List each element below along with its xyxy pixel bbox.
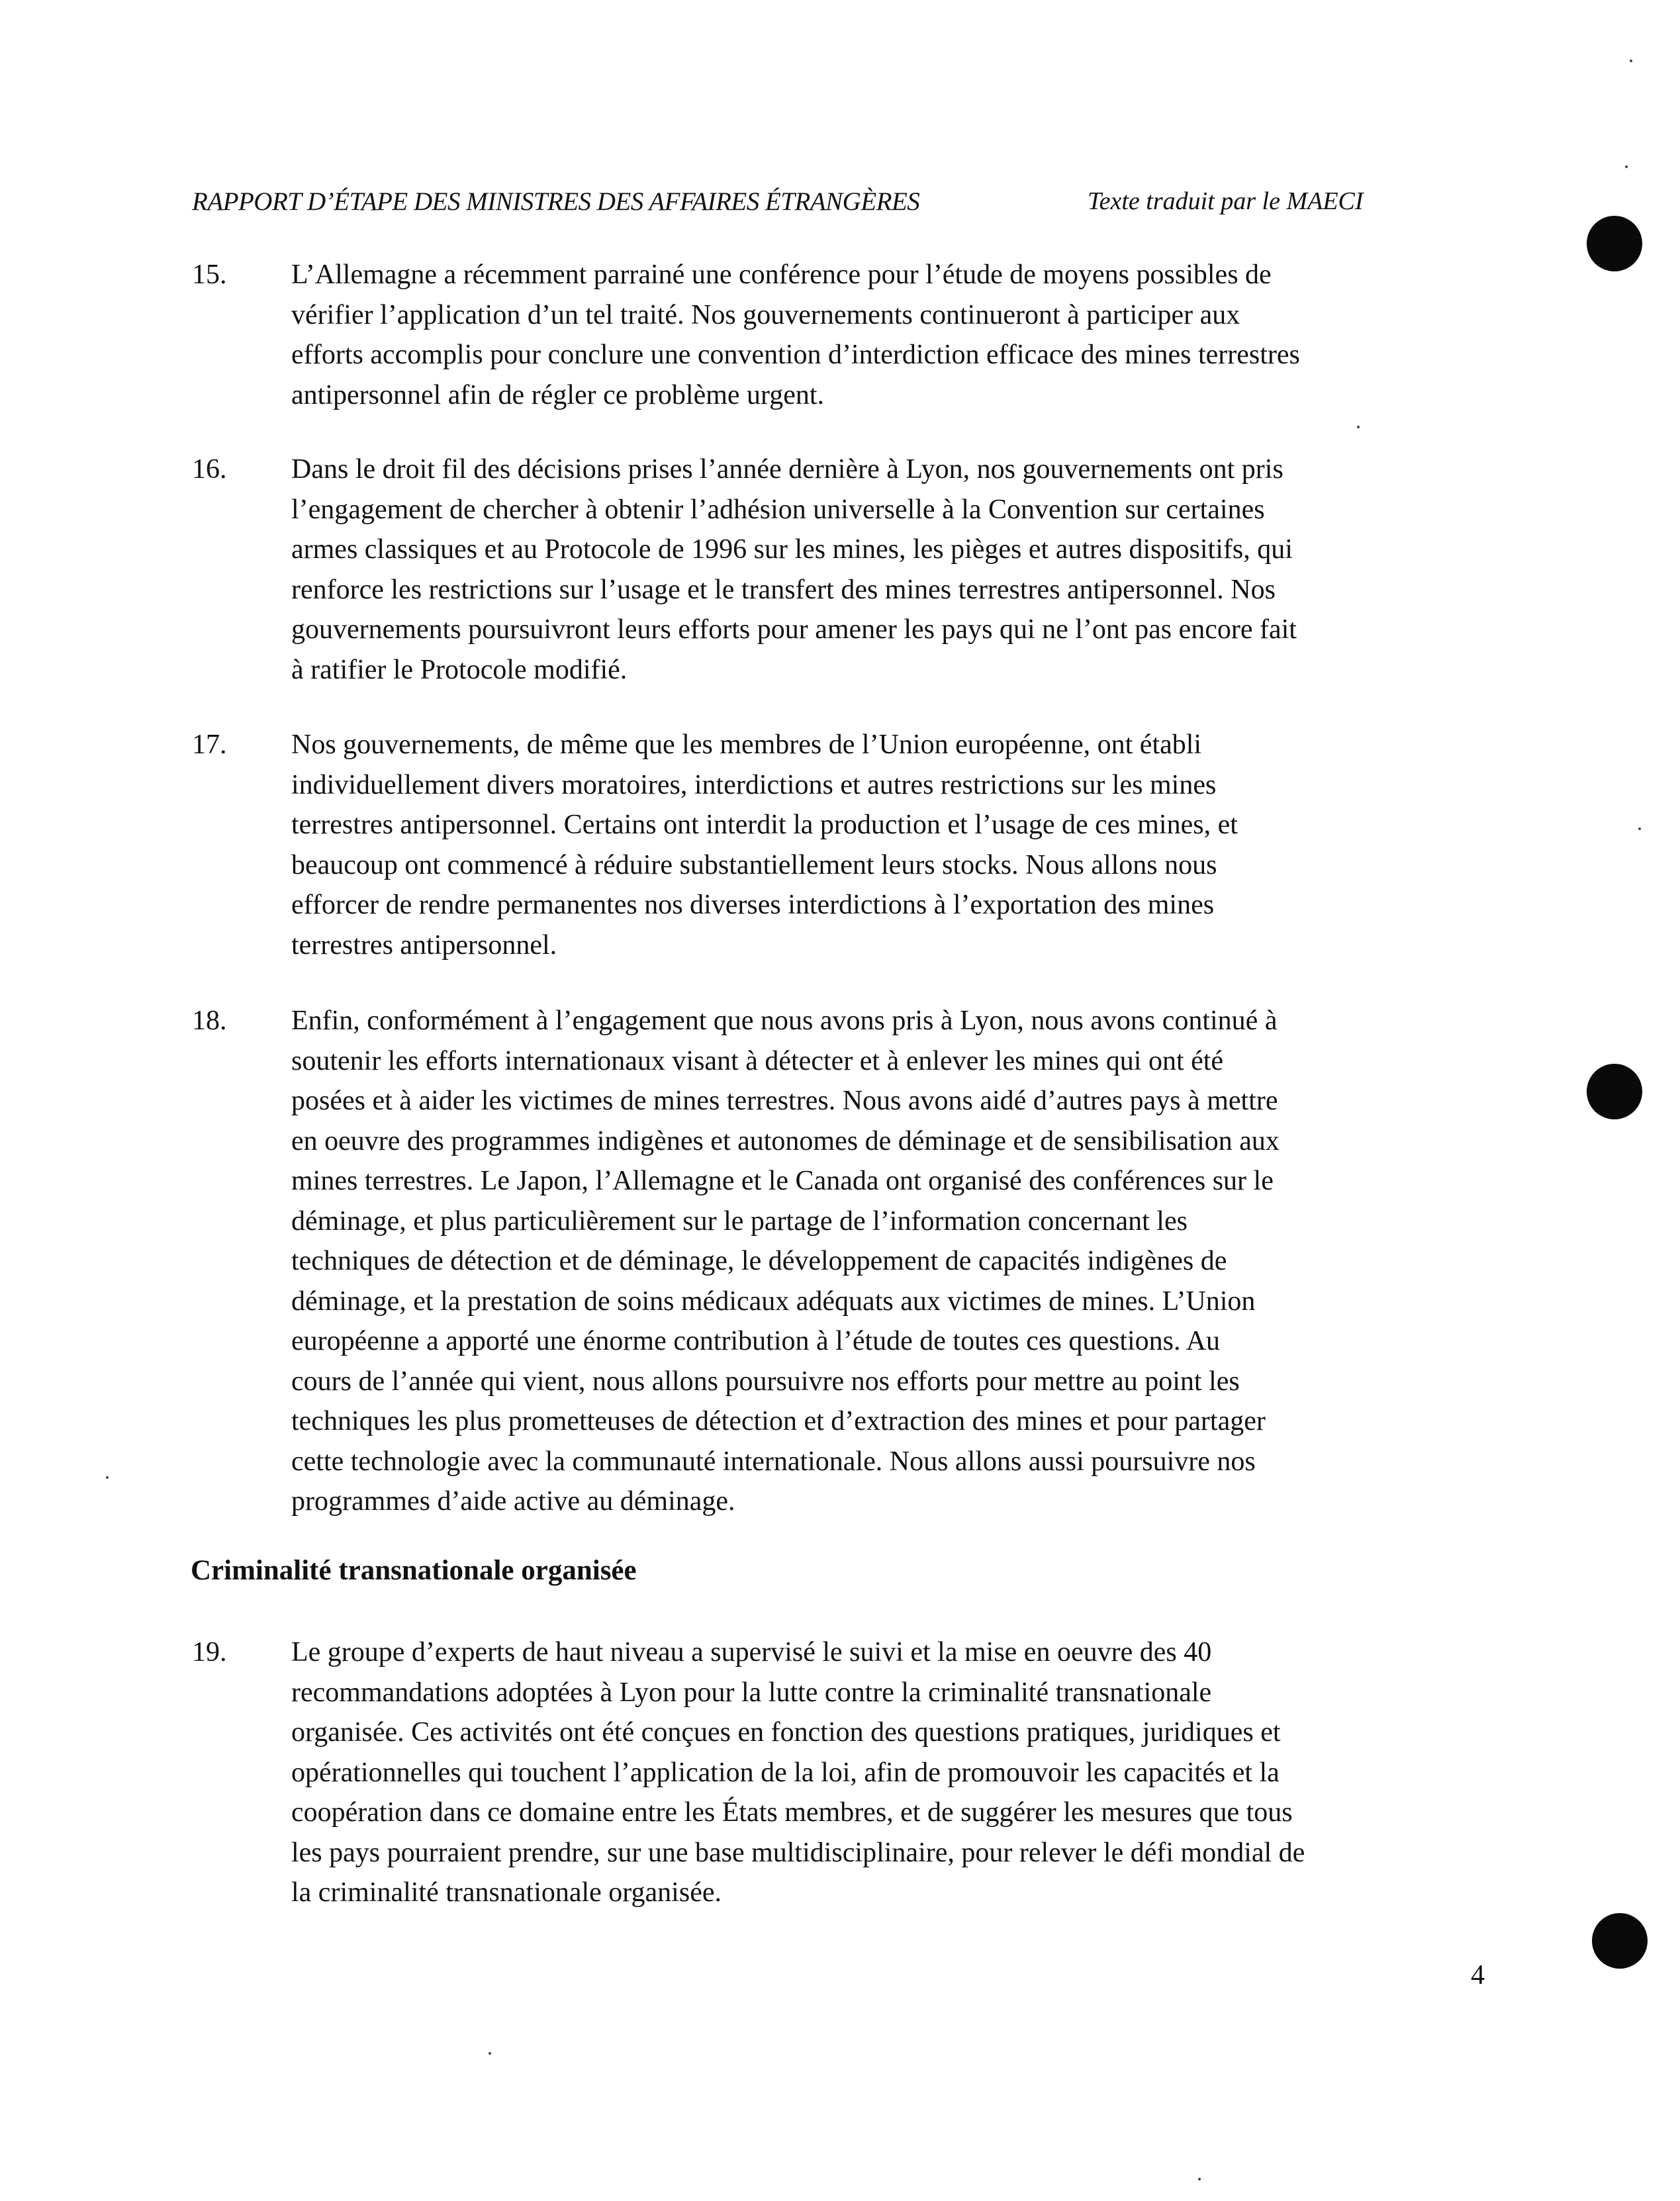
page-number: 4	[1471, 1960, 1485, 1990]
paragraph-number: 16.	[192, 454, 227, 485]
paragraph-number: 15.	[192, 259, 227, 290]
running-header-title: RAPPORT D’ÉTAPE DES MINISTRES DES AFFAIRES ÉTRANGÈRES	[192, 187, 920, 216]
paragraph-number: 19.	[192, 1637, 227, 1667]
paragraph-text: Nos gouvernements, de même que les membres de l’Union européenne, ont établi individuellement divers moratoires, interdictions et autres restrictions sur les mines terrestres antipersonnel. Certains ont interdit la production et l’usage de ces mines, et beaucoup ont commencé à réduire substantiellement leurs stocks. Nous allons nous efforcer de rendre permanentes nos diverses interdictions à l’exportation des mines terrestres antipersonnel.	[291, 729, 1238, 960]
scan-speck	[106, 1476, 109, 1479]
scan-speck	[1625, 165, 1628, 168]
scan-speck	[1198, 2178, 1201, 2180]
paragraph-text: Enfin, conformément à l’engagement que nous avons pris à Lyon, nous avons continué à soutenir les efforts internationaux visant à détecter et à enlever les mines qui ont été posées et à aider les victimes de mines terrestres. Nous avons aidé d’autres pays à mettre en oeuvre des programmes indigènes et autonomes de déminage et de sensibilisation aux mines terrestres. Le Japon, l’Allemagne et le Canada ont organisé des conférences sur le déminage, et plus particulièrement sur le partage de l’information concernant les techniques de détection et de déminage, le développement de capacités indigènes de déminage, et la prestation de soins médicaux adéquats aux victimes de mines. L’Union européenne a apporté une énorme contribution à l’étude de toutes ces questions. Au cours de l’année qui vient, nous allons poursuivre nos efforts pour mettre au point les techniques les plus prometteuses de détection et d’extraction des mines et pour partager cette technologie avec la communauté internationale. Nous allons aussi poursuivre nos programmes d’aide active au déminage.	[291, 1006, 1280, 1517]
paragraph-text: Le groupe d’experts de haut niveau a supervisé le suivi et la mise en oeuvre des 40 recommandations adoptées à Lyon pour la lutte contre la criminalité transnationale organisée. Ces activités ont été conçues en fonction des questions pratiques, juridiques et opérationnelles qui touchent l’application de la loi, afin de promouvoir les capacités et la coopération dans ce domaine entre les États membres, et de suggérer les mesures que tous les pays pourraient prendre, sur une base multidisciplinaire, pour relever le défi mondial de la criminalité transnationale organisée.	[291, 1637, 1305, 1908]
scan-speck	[1630, 60, 1632, 62]
paragraph-number: 18.	[192, 1006, 227, 1036]
punch-hole-bottom	[1592, 1913, 1648, 1969]
running-header-translation-note: Texte traduit par le MAECI	[1088, 187, 1364, 215]
paragraph-number: 17.	[192, 729, 227, 760]
punch-hole-middle	[1587, 1064, 1642, 1119]
section-heading: Criminalité transnationale organisée	[191, 1555, 637, 1586]
paragraph-text: Dans le droit fil des décisions prises l’année dernière à Lyon, nos gouvernements ont pris l’engagement de chercher à obtenir l’adhésion universelle à la Convention sur certaines armes classiques et au Protocole de 1996 sur les mines, les pièges et autres dispositifs, qui renforce les restrictions sur l’usage et le transfert des mines terrestres antipersonnel. Nos gouvernements poursuivront leurs efforts pour amener les pays qui ne l’ont pas encore fait à ratifier le Protocole modifié.	[291, 454, 1297, 685]
scan-speck	[1357, 426, 1360, 428]
paragraph-text: L’Allemagne a récemment parrainé une conférence pour l’étude de moyens possibles de vérifier l’application d’un tel traité. Nos gouvernements continueront à participer aux efforts accomplis pour conclure une convention d’interdiction efficace des mines terrestres antipersonnel afin de régler ce problème urgent.	[291, 259, 1300, 410]
scan-speck	[1638, 827, 1641, 830]
scan-speck	[489, 2052, 491, 2055]
punch-hole-top	[1587, 216, 1642, 271]
